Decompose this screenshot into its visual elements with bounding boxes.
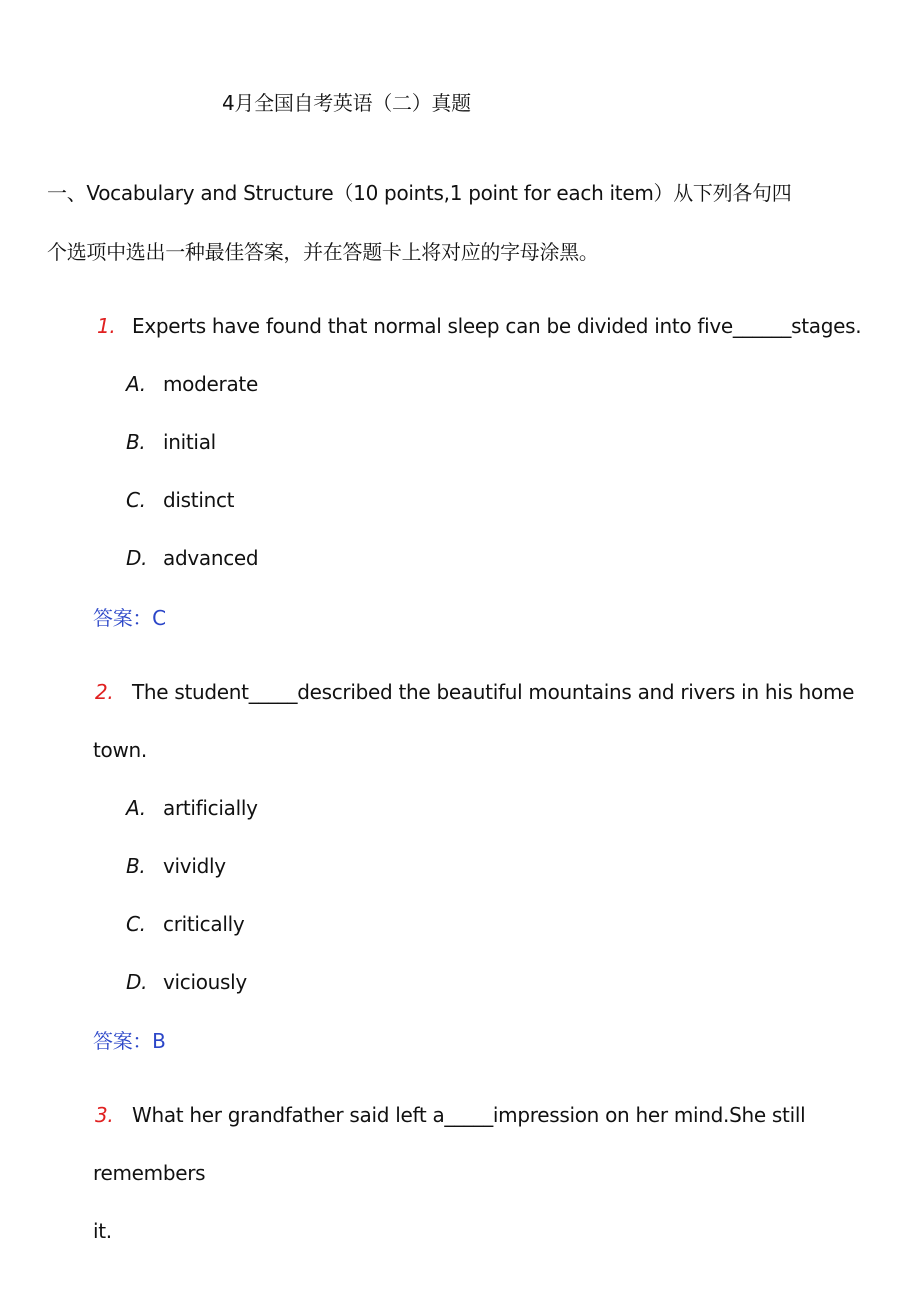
question-number: 1. <box>97 314 116 338</box>
option-text: viciously <box>163 970 247 994</box>
option-text: moderate <box>163 372 258 396</box>
question-number: 2. <box>95 680 114 704</box>
document-title: 4月全国自考英语（二）真题 <box>222 91 471 115</box>
option-letter: D. <box>126 546 148 570</box>
option-letter: C. <box>126 912 146 936</box>
option-text: artificially <box>163 796 258 820</box>
question-text: The student_____described the beautiful mountains and rivers in his home <box>132 680 855 704</box>
answer-text: 答案：B <box>93 1029 166 1053</box>
option-letter: C. <box>126 488 146 512</box>
question-text-continued: remembers <box>93 1161 206 1185</box>
option-text: advanced <box>163 546 259 570</box>
option-letter: A. <box>126 372 146 396</box>
section-heading-line1: 一、Vocabulary and Structure（10 points,1 point for each item）从下列各句四 <box>47 181 792 205</box>
question-text-continued: town. <box>93 738 147 762</box>
option-letter: B. <box>126 854 146 878</box>
question-text: What her grandfather said left a_____impression on her mind.She still <box>132 1103 806 1127</box>
option-text: initial <box>163 430 216 454</box>
option-text: critically <box>163 912 245 936</box>
section-heading-line2: 个选项中选出一种最佳答案，并在答题卡上将对应的字母涂黑。 <box>47 240 599 264</box>
option-letter: A. <box>126 796 146 820</box>
option-text: vividly <box>163 854 226 878</box>
option-letter: D. <box>126 970 148 994</box>
option-text: distinct <box>163 488 235 512</box>
option-letter: B. <box>126 430 146 454</box>
question-text: Experts have found that normal sleep can be divided into five______stages. <box>132 314 862 338</box>
question-text-continued: it. <box>93 1219 112 1243</box>
question-number: 3. <box>95 1103 114 1127</box>
answer-text: 答案：C <box>93 606 166 630</box>
